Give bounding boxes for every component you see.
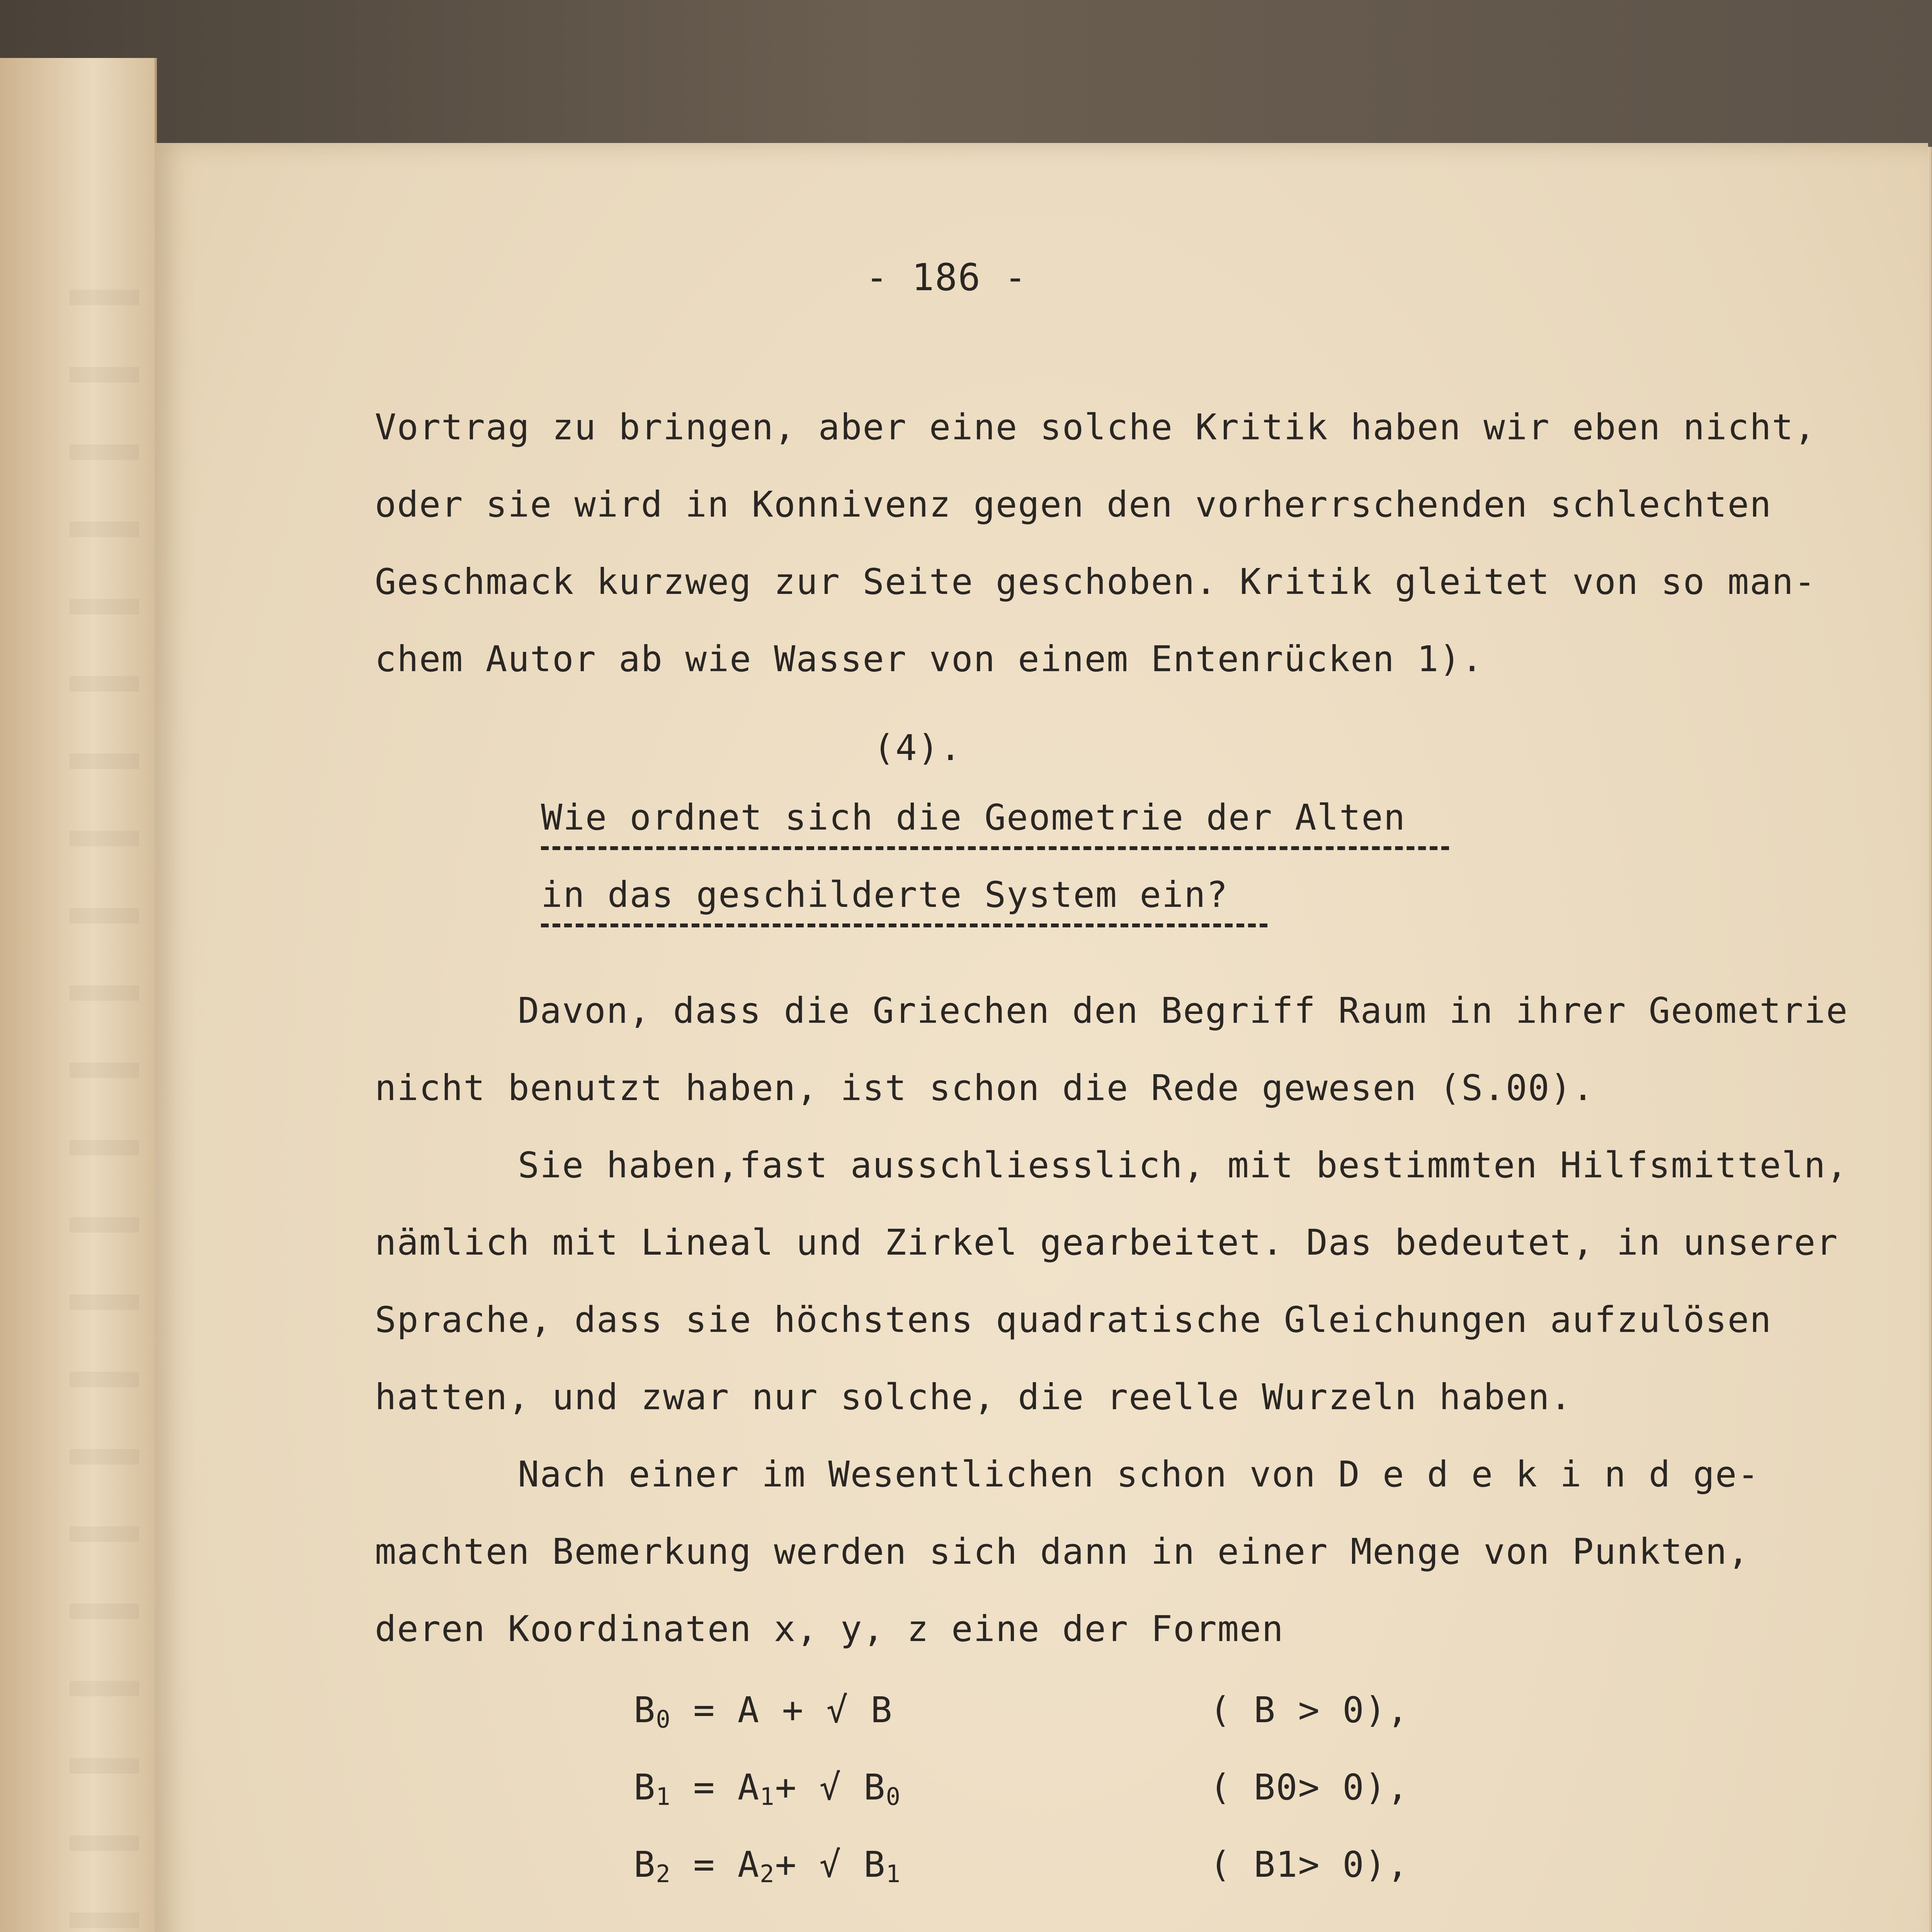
- formula-condition: ( B1> 0),: [1209, 1844, 1409, 1885]
- formula-condition: ( B > 0),: [1209, 1689, 1409, 1731]
- body-line: machten Bemerkung werden sich dann in einer Menge von Punkten,: [375, 1531, 1750, 1572]
- body-line: nicht benutzt haben, ist schon die Rede gewesen (S.00).: [375, 1067, 1595, 1109]
- body-line: chem Autor ab wie Wasser von einem Entenrücken 1).: [375, 638, 1484, 680]
- heading-line: Wie ordnet sich die Geometrie der Alten: [541, 797, 1406, 838]
- heading-underline: [541, 846, 1449, 850]
- heading-line: in das geschilderte System ein?: [541, 874, 1229, 915]
- left-page-stack: [0, 58, 157, 1932]
- body-line: deren Koordinaten x, y, z eine der Formen: [375, 1608, 1284, 1650]
- body-line: nämlich mit Lineal und Zirkel gearbeitet. Das bedeutet, in unserer: [375, 1222, 1838, 1263]
- formula-lhs: $B_2 = A_2+$ √ $B_1$: [634, 1844, 901, 1888]
- formula-lhs: $B_0 = A$ + √ B: [634, 1689, 893, 1733]
- body-line: Sprache, dass sie höchstens quadratische Gleichungen aufzulösen: [375, 1299, 1772, 1340]
- heading-underline: [541, 923, 1267, 927]
- section-number: (4).: [873, 727, 962, 769]
- formula-condition: ( B0> 0),: [1209, 1767, 1409, 1808]
- formula-lhs: $B_1 = A_1+$ √ $B_0$: [634, 1767, 901, 1811]
- document-page: [155, 143, 1928, 1932]
- body-line: Davon, dass die Griechen den Begriff Raum in ihrer Geometrie: [518, 990, 1849, 1031]
- body-line: oder sie wird in Konnivenz gegen den vorherrschenden schlechten: [375, 484, 1772, 525]
- body-line: Sie haben,fast ausschliesslich, mit bestimmten Hilfsmitteln,: [518, 1145, 1849, 1186]
- body-line: Nach einer im Wesentlichen schon von D e d e k i n d ge-: [518, 1454, 1760, 1495]
- body-line: Vortrag zu bringen, aber eine solche Kritik haben wir eben nicht,: [375, 406, 1816, 448]
- left-page-edge: [70, 290, 139, 1932]
- page-number: - 186 -: [866, 256, 1027, 299]
- body-line: Geschmack kurzweg zur Seite geschoben. Kritik gleitet von so man-: [375, 561, 1816, 602]
- body-line: hatten, und zwar nur solche, die reelle Wurzeln haben.: [375, 1376, 1572, 1418]
